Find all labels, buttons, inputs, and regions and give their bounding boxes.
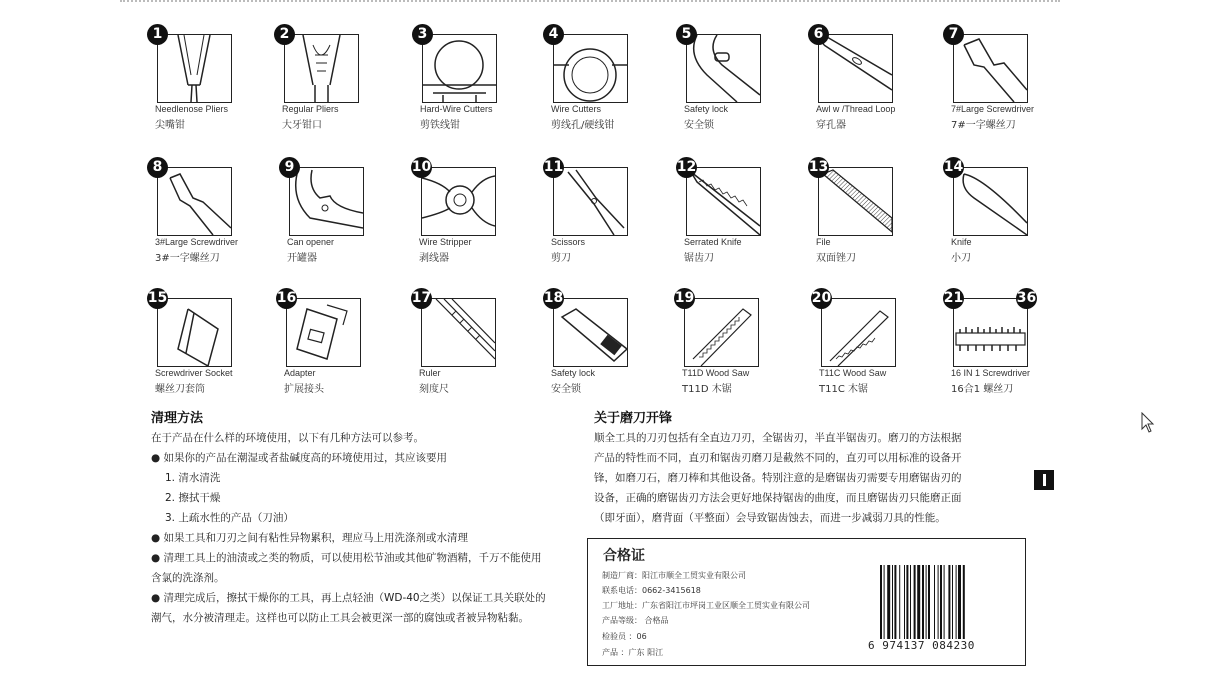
certificate-box: [587, 538, 1026, 666]
tool-item-file: [808, 157, 938, 282]
tool-number-badge: 9: [279, 157, 300, 178]
tool-number-badge: 10: [411, 157, 432, 178]
adapter-icon: [286, 298, 361, 367]
tool-number-badge: 12: [676, 157, 697, 178]
cleaning-intro: 在于产品在什么样的环境使用，以下有几种方法可以参考。: [151, 432, 424, 444]
tool-item-adapter: [276, 288, 406, 413]
tool-label-en: 3#Large Screwdriver: [155, 237, 239, 247]
tool-item-wood-saw: [674, 288, 804, 413]
tool-item-safety-lock-2: [543, 288, 673, 413]
tool-number-badge: 18: [543, 288, 564, 309]
tool-item-screwdriver-3: [147, 157, 277, 282]
tool-number-badge: 21: [943, 288, 964, 309]
cleaning-bullet-3: ● 清理工具上的油渍或之类的物质，可以使用松节油或其他矿物酒精，千万不能使用: [151, 552, 542, 564]
tool-label-cn: 剪铁线钳: [420, 120, 460, 131]
cleaning-bullet-2: ● 如果工具和刀刃之间有粘性异物累积，理应马上用洗涤剂或水清理: [151, 532, 468, 544]
tool-label-cn: 7#一字螺丝刀: [951, 120, 1016, 131]
tool-label-en: T11C Wood Saw: [819, 368, 887, 378]
tool-label-cn: 刻度尺: [419, 384, 449, 395]
tool-label-en: Can opener: [287, 237, 335, 247]
can-opener-icon: [289, 167, 364, 236]
tool-label-en: Serrated Knife: [684, 237, 742, 247]
regular-pliers-icon: [284, 34, 359, 103]
tool-number-badge: 11: [543, 157, 564, 178]
tool-label-en: Ruler: [419, 368, 441, 378]
wire-stripper-icon: [421, 167, 496, 236]
tool-label-en: Safety lock: [551, 368, 596, 378]
cert-inspector: 检验员 ：06: [602, 632, 647, 641]
tool-item-awl: [808, 24, 938, 149]
certificate-title: 合格证: [603, 548, 645, 564]
wood-saw-2-icon: [821, 298, 896, 367]
tool-number-badge: 17: [411, 288, 432, 309]
tool-label-en: 7#Large Screwdriver: [951, 104, 1035, 114]
tool-number-badge: 20: [811, 288, 832, 309]
cleaning-step-1: 1. 清水清洗: [165, 472, 221, 484]
screwdriver-socket-icon: [157, 298, 232, 367]
cert-address: 工厂地址：广东省阳江市坪岗工业区顺全工贸实业有限公司: [602, 601, 810, 610]
tool-item-large-screwdriver: [943, 24, 1073, 149]
screwdriver-3-icon: [157, 167, 232, 236]
cleaning-title: 清理方法: [151, 411, 204, 426]
tool-label-cn: 扩展接头: [284, 384, 324, 395]
hard-wire-cutters-icon: [422, 34, 497, 103]
tool-number-badge-end: 36: [1016, 288, 1037, 309]
safety-lock-2-icon: [553, 298, 628, 367]
tool-label-cn: 大牙钳口: [282, 120, 322, 131]
file-icon: [818, 167, 893, 236]
tool-number-badge: 8: [147, 157, 168, 178]
tool-number-badge: 6: [808, 24, 829, 45]
tool-number-badge: 19: [674, 288, 695, 309]
tool-label-cn: 尖嘴钳: [155, 120, 185, 131]
tool-item-safety-lock: [676, 24, 806, 149]
cert-origin: 产品 ：广东 阳江: [602, 648, 664, 657]
ruler-icon: [421, 298, 496, 367]
sharpen-line-4: 设备，正确的磨锯齿刃方法会更好地保持锯齿的曲度，而且磨锯齿刃只能磨正面: [594, 492, 962, 504]
sharpen-line-5: （即牙面），磨背面（平整面）会导致锯齿蚀去，而进一步减弱刀具的性能。: [594, 512, 946, 524]
tool-number-badge: 2: [274, 24, 295, 45]
tool-item-regular-pliers: [274, 24, 404, 149]
tool-label-cn: 螺丝刀套筒: [155, 384, 205, 395]
tool-label-cn: 3#一字螺丝刀: [155, 253, 220, 264]
bit-set-icon: [953, 298, 1028, 367]
tool-item-bit-set: [943, 288, 1043, 413]
scissors-icon: [553, 167, 628, 236]
tool-label-en: Needlenose Pliers: [155, 104, 229, 114]
wood-saw-icon: [684, 298, 759, 367]
tool-label-cn: 剪刀: [551, 253, 571, 264]
mouse-cursor-icon: [1141, 412, 1155, 434]
tool-label-cn: 开罐器: [287, 253, 317, 264]
barcode-bars: [880, 565, 990, 639]
tool-item-wire-stripper: [411, 157, 541, 282]
cleaning-bullet-4-cont: 潮气，水分被清理走。这样也可以防止工具会被更深一部的腐蚀或者被异物粘黏。: [151, 612, 529, 624]
tool-item-wire-cutters: [543, 24, 673, 149]
tool-item-ruler: [411, 288, 541, 413]
tool-number-badge: 14: [943, 157, 964, 178]
tool-number-badge: 1: [147, 24, 168, 45]
tool-label-en: Safety lock: [684, 104, 729, 114]
tool-item-can-opener: [279, 157, 409, 282]
barcode-digits: 6 974137 084230: [868, 639, 975, 652]
tool-number-badge: 16: [276, 288, 297, 309]
tool-label-cn: 穿孔器: [816, 120, 846, 131]
sharpen-title: 关于磨刀开锋: [594, 411, 673, 426]
serrated-knife-icon: [686, 167, 761, 236]
cleaning-step-2: 2. 擦拭干燥: [165, 492, 221, 504]
tool-label-cn: T11C 木锯: [819, 384, 868, 395]
tool-label-en: Adapter: [284, 368, 316, 378]
tool-number-badge: 7: [943, 24, 964, 45]
tool-label-en: 16 IN 1 Screwdriver: [951, 368, 1031, 378]
sharpen-line-3: 锋，如磨刀石，磨刀棒和其他设备。特别注意的是磨锯齿刃需要专用磨锯齿刃的: [594, 472, 962, 484]
tool-label-cn: 小刀: [951, 253, 971, 264]
sharpen-line-2: 产品的特性而不同，直刃和锯齿刃磨刀是截然不同的，直刃可以用标准的设备开: [594, 452, 962, 464]
tool-label-cn: 安全锁: [684, 120, 714, 131]
tool-label-en: Hard-Wire Cutters: [420, 104, 493, 114]
barcode: [868, 565, 990, 653]
tool-label-en: Scissors: [551, 237, 586, 247]
cert-grade: 产品等级： 合格品: [602, 616, 669, 625]
tool-item-screwdriver-socket: [147, 288, 277, 413]
cert-phone: 联系电话：0662-3415618: [602, 586, 701, 595]
tool-label-en: Knife: [951, 237, 972, 247]
tool-number-badge: 13: [808, 157, 829, 178]
tool-label-cn: 安全锁: [551, 384, 581, 395]
top-dotted-border: [120, 0, 1060, 5]
tool-label-en: T11D Wood Saw: [682, 368, 750, 378]
side-marker: [1034, 470, 1054, 490]
tool-number-badge: 5: [676, 24, 697, 45]
tool-number-badge: 4: [543, 24, 564, 45]
tool-label-en: File: [816, 237, 831, 247]
tool-label-cn: 剥线器: [419, 253, 449, 264]
awl-icon: [818, 34, 893, 103]
wire-cutters-icon: [553, 34, 628, 103]
needlenose-pliers-icon: [157, 34, 232, 103]
tool-item-serrated-knife: [676, 157, 806, 282]
tool-item-needlenose-pliers: [147, 24, 277, 149]
tool-label-cn: 锯齿刀: [684, 253, 714, 264]
tool-item-scissors: [543, 157, 673, 282]
tool-label-cn: T11D 木锯: [682, 384, 732, 395]
cleaning-step-3: 3. 上疏水性的产品（刀油）: [165, 512, 294, 524]
tool-number-badge: 3: [412, 24, 433, 45]
tool-item-hard-wire-cutters: [412, 24, 542, 149]
tool-label-en: Screwdriver Socket: [155, 368, 233, 378]
tool-label-cn: 16合1 螺丝刀: [951, 384, 1014, 395]
safety-lock-icon: [686, 34, 761, 103]
tool-label-cn: 双面锉刀: [816, 253, 856, 264]
large-screwdriver-icon: [953, 34, 1028, 103]
tool-label-en: Awl w /Thread Loop: [816, 104, 896, 114]
cert-maker: 制造厂商：阳江市顺全工贸实业有限公司: [602, 571, 746, 580]
tool-label-en: Wire Cutters: [551, 104, 602, 114]
sharpen-text: [594, 428, 1014, 528]
cleaning-bullet-1: ● 如果你的产品在潮湿或者盐碱度高的环境使用过，其应该要用: [151, 452, 447, 464]
tool-item-knife: [943, 157, 1073, 282]
knife-icon: [953, 167, 1028, 236]
tool-item-wood-saw-2: [811, 288, 941, 413]
tool-label-en: Wire Stripper: [419, 237, 472, 247]
tool-label-cn: 剪线孔/硬线钳: [551, 120, 615, 131]
cleaning-bullet-3-cont: 含氯的洗涤剂。: [151, 572, 225, 584]
cleaning-text: [151, 428, 571, 628]
tool-number-badge: 15: [147, 288, 168, 309]
cleaning-bullet-4: ● 清理完成后，擦拭干燥你的工具，再上点轻油（WD-40之类）以保证工具关联处的: [151, 592, 546, 604]
tool-label-en: Regular Pliers: [282, 104, 339, 114]
sharpen-line-1: 顺全工具的刀刃包括有全直边刀刃，全锯齿刃，半直半锯齿刃。磨刀的方法根据: [594, 432, 962, 444]
